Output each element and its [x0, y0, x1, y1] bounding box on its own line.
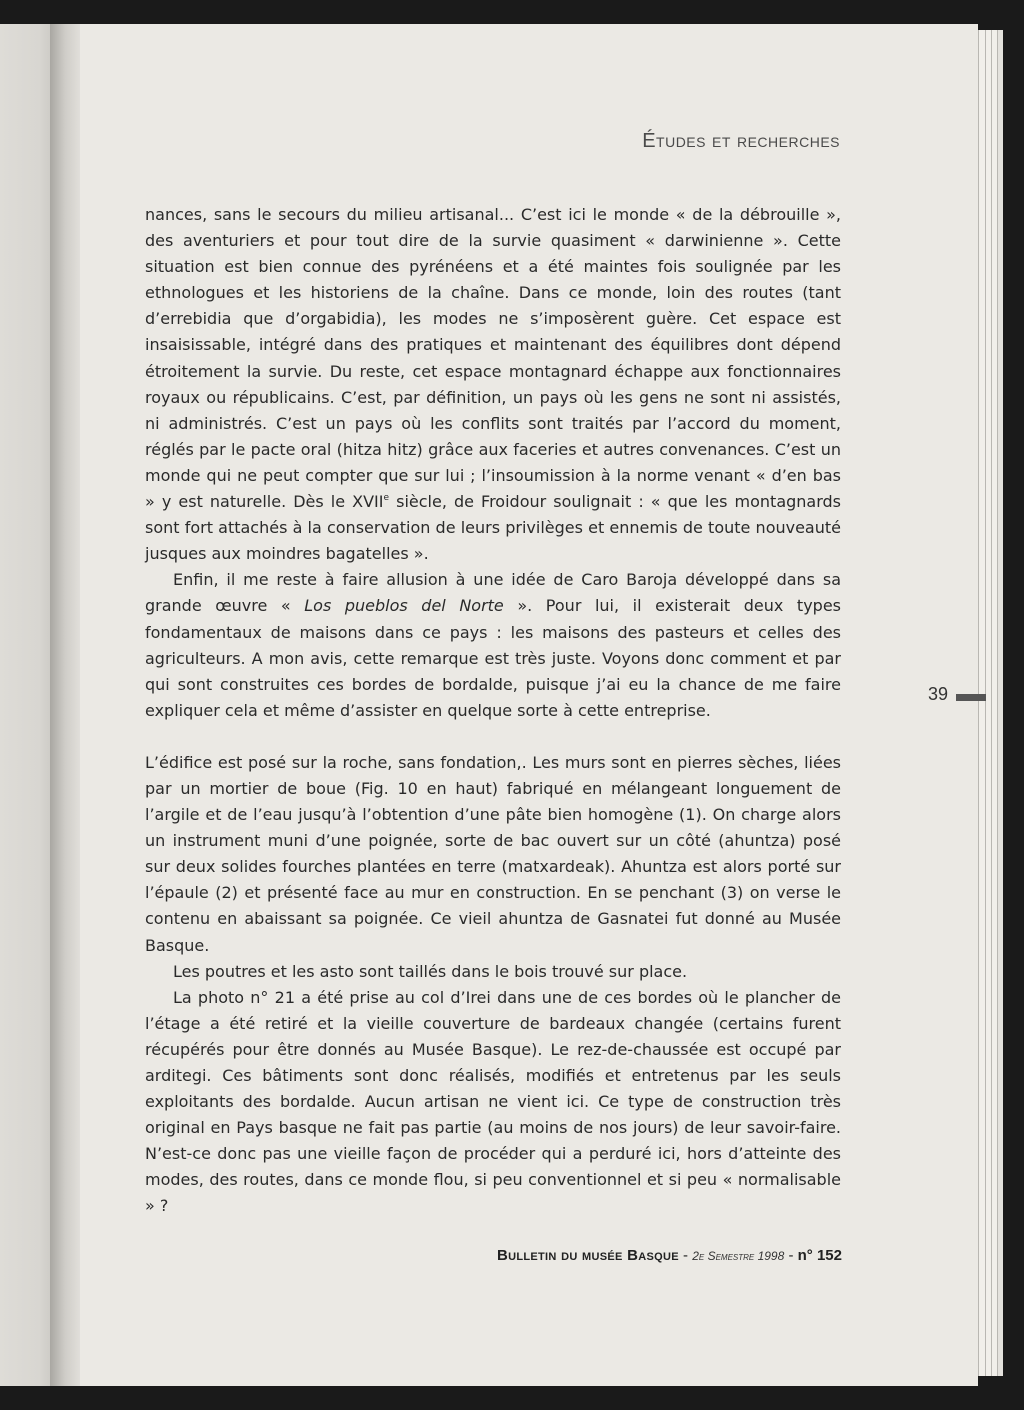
paragraph: Les poutres et les asto sont taillés dans le bois trouvé sur place. [173, 961, 688, 981]
journal-name: Bulletin du musée Basque [496, 1247, 679, 1264]
issue-date: 2e Semestre 1998 [692, 1249, 785, 1263]
paragraph: La photo n° 21 a été prise au col d’Irei dans une de ces bordes où le plancher de l’étage a été retiré et la vieille couverture de bardeaux changée (certains furent récupérés pour être donnés au Musée Basque). Le rez-de-chaussée est occupé par arditegi. Ces bâtiments sont donc réalisés, modifiés et entretenus par les seuls exploitants des bordalde. Aucun artisan ne vient ici. Ce type de construction très original en Pays basque ne fait pas partie (au moins de nos jours) de leur savoir-faire. N’est-ce donc pas une vieille façon de procéder qui a perduré ici, hors d’atteinte des modes, des routes, dans ce monde flou, si peu conventionnel et si peu « normalisable » ? [145, 987, 841, 1216]
thumb-index-tab [956, 694, 986, 701]
paragraph: Enfin, il me reste à faire allusion à une idée de Caro Baroja développé dans sa grande œuvre « Los pueblos del Norte ». Pour lui, il existerait deux types fondamentaux de maisons dans ce pays : les maisons des pasteurs et celles des agriculteurs. A mon avis, cette remarque est très juste. Voyons donc comment et par qui sont construites ces bordes de bordalde, puisque j’ai eu la chance de me faire expliquer cela et même d’assister en quelque sorte à cette entreprise. [145, 570, 841, 720]
page-stack [997, 30, 1003, 1376]
book-title: Los pueblos del Norte [304, 596, 504, 616]
paragraph: L’édifice est posé sur la roche, sans fondation,. Les murs sont en pierres sèches, liées par un mortier de boue (Fig. 10 en haut) fabriqué en mélangeant longuement de l’argile et de l’eau jusqu’à l’obtention d’une pâte bien homogène (1). On charge alors un instrument muni d’une poignée, sorte de bac ouvert sur un côté (ahuntza) posé sur deux solides fourches plantées en terre (matxardeak). Ahuntza est alors porté sur l’épaule (2) et présenté face au mur en construction. En se penchant (3) on verse le contenu en abaissant sa poignée. Ce vieil ahuntza de Gasnatei fut donné au Musée Basque. [145, 752, 841, 955]
facing-page-edge [0, 24, 56, 1386]
paragraph: nances, sans le secours du milieu artisanal... C’est ici le monde « de la débrouille », des aventuriers et pour tout dire de la survie quasiment « darwinienne ». Cette situation est bien connue des pyrénéens et a été maintes fois soulignée par les ethnologues et les historiens de la chaîne. Dans ce monde, loin des routes (tant d’errebidia que d’orgabidia), les modes ne s’imposèrent guère. Cet espace est insaisissable, intégré dans des pratiques et maintenant des équilibres dont dépend étroitement la survie. Du reste, cet espace montagnard échappe aux fonctionnaires royaux ou républicains. C’est, par définition, un pays où les gens ne sont ni assistés, ni administrés. C’est un pays où les conflits sont traités par l’accord du moment, réglés par le pacte oral (hitza hitz) grâce aux faceries et autres convenances. C’est un monde qui ne peut compter que sur lui ; l’insoumission à la norme venant « d’en bas » y est naturelle. Dès le XVIIe siècle, de Froidour soulignait : « que les montagnards sont fort attachés à la conservation de leurs privilèges et ennemis de toute nouveauté jusques aux moindres bagatelles ». [145, 205, 842, 564]
running-head: Études et recherches [642, 130, 840, 152]
issue-number: n° 152 [797, 1247, 842, 1264]
page-number: 39 [928, 684, 949, 704]
page-stack [978, 30, 985, 1376]
book-gutter [50, 24, 84, 1386]
body-text [145, 202, 841, 1220]
footer: Bulletin du musée Basque - 2e Semestre 1998 - n° 152 [496, 1247, 842, 1264]
